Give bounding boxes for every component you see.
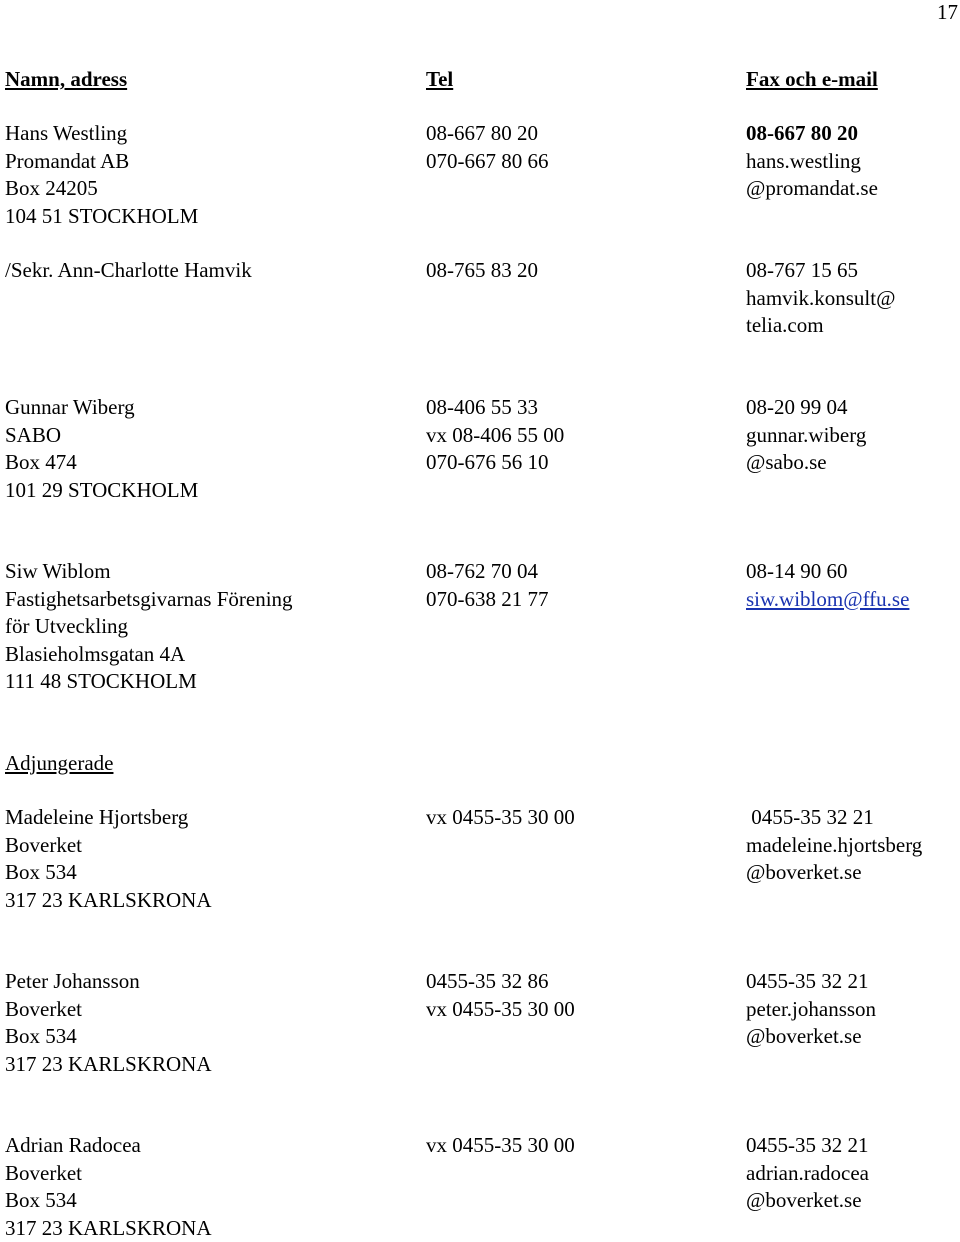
postal-box: Box 534	[5, 1023, 212, 1051]
fax-number: 08-667 80 20	[746, 120, 878, 148]
header-tel: Tel	[426, 66, 453, 93]
email-user: adrian.radocea	[746, 1160, 869, 1188]
contact-name: Adrian Radocea	[5, 1132, 212, 1160]
phone-number: 0455-35 32 86	[426, 968, 575, 996]
organization: Boverket	[5, 832, 212, 860]
fax-email-block	[746, 394, 866, 477]
postal-city: 317 23 KARLSKRONA	[5, 1215, 212, 1242]
switchboard-number: vx 0455-35 30 00	[426, 804, 575, 832]
switchboard-number: vx 0455-35 30 00	[426, 1132, 575, 1160]
tel-block	[426, 804, 575, 832]
fax-email-block	[746, 120, 878, 203]
postal-city: 317 23 KARLSKRONA	[5, 887, 212, 915]
contact-name: Peter Johansson	[5, 968, 212, 996]
header-name-address: Namn, adress	[5, 66, 127, 93]
contact-name: Hans Westling	[5, 120, 198, 148]
contact-name: /Sekr. Ann-Charlotte Hamvik	[5, 257, 252, 285]
email-domain: @sabo.se	[746, 449, 866, 477]
email-user: hans.westling	[746, 148, 878, 176]
tel-block	[426, 968, 575, 1023]
fax-email-block	[746, 804, 922, 887]
email-user: peter.johansson	[746, 996, 876, 1024]
organization: Boverket	[5, 1160, 212, 1188]
fax-email-block	[746, 968, 876, 1051]
postal-city: 111 48 STOCKHOLM	[5, 668, 293, 696]
email-domain: @boverket.se	[746, 859, 922, 887]
name-address-block	[5, 1132, 212, 1242]
header-fax-email: Fax och e-mail	[746, 66, 878, 93]
organization: Boverket	[5, 996, 212, 1024]
switchboard-number: vx 0455-35 30 00	[426, 996, 575, 1024]
page-number: 17	[937, 0, 958, 24]
postal-box: Box 534	[5, 859, 212, 887]
fax-number: 0455-35 32 21	[746, 1132, 869, 1160]
name-address-block	[5, 558, 293, 696]
contact-name: Gunnar Wiberg	[5, 394, 198, 422]
postal-box: Box 534	[5, 1187, 212, 1215]
tel-block	[426, 257, 538, 285]
email-user: madeleine.hjortsberg	[746, 832, 922, 860]
switchboard-number: vx 08-406 55 00	[426, 422, 564, 450]
postal-city: 317 23 KARLSKRONA	[5, 1051, 212, 1079]
email-user: hamvik.konsult@	[746, 285, 895, 313]
fax-number: 08-20 99 04	[746, 394, 866, 422]
email-user: gunnar.wiberg	[746, 422, 866, 450]
name-address-block	[5, 257, 252, 285]
email-link[interactable]: siw.wiblom@ffu.se	[746, 586, 909, 614]
postal-box: Box 24205	[5, 175, 198, 203]
organization: SABO	[5, 422, 198, 450]
tel-block	[426, 394, 564, 477]
mobile-number: 070-676 56 10	[426, 449, 564, 477]
name-address-block	[5, 394, 198, 504]
fax-number: 0455-35 32 21	[746, 968, 876, 996]
postal-box: Box 474	[5, 449, 198, 477]
email-domain: @boverket.se	[746, 1187, 869, 1215]
section-heading-adjunct: Adjungerade	[5, 750, 113, 777]
phone-number: 08-762 70 04	[426, 558, 549, 586]
phone-number: 08-765 83 20	[426, 257, 538, 285]
contact-name: Siw Wiblom	[5, 558, 293, 586]
contact-name: Madeleine Hjortsberg	[5, 804, 212, 832]
postal-city: 104 51 STOCKHOLM	[5, 203, 198, 231]
name-address-block	[5, 120, 198, 230]
organization: Promandat AB	[5, 148, 198, 176]
email-domain: @promandat.se	[746, 175, 878, 203]
name-address-block	[5, 968, 212, 1078]
fax-number: 0455-35 32 21	[746, 804, 922, 832]
postal-city: 101 29 STOCKHOLM	[5, 477, 198, 505]
fax-email-block	[746, 257, 895, 340]
phone-number: 08-406 55 33	[426, 394, 564, 422]
email-domain: telia.com	[746, 312, 895, 340]
tel-block	[426, 1132, 575, 1160]
fax-email-block	[746, 558, 909, 613]
fax-email-block	[746, 1132, 869, 1215]
tel-block	[426, 558, 549, 613]
email-domain: @boverket.se	[746, 1023, 876, 1051]
fax-number: 08-14 90 60	[746, 558, 909, 586]
fax-number: 08-767 15 65	[746, 257, 895, 285]
name-address-block	[5, 804, 212, 914]
street-address: Blasieholmsgatan 4A	[5, 641, 293, 669]
mobile-number: 070-638 21 77	[426, 586, 549, 614]
phone-number: 08-667 80 20	[426, 120, 549, 148]
organization: Fastighetsarbetsgivarnas Förening	[5, 586, 293, 614]
mobile-number: 070-667 80 66	[426, 148, 549, 176]
tel-block	[426, 120, 549, 175]
organization-continued: för Utveckling	[5, 613, 293, 641]
